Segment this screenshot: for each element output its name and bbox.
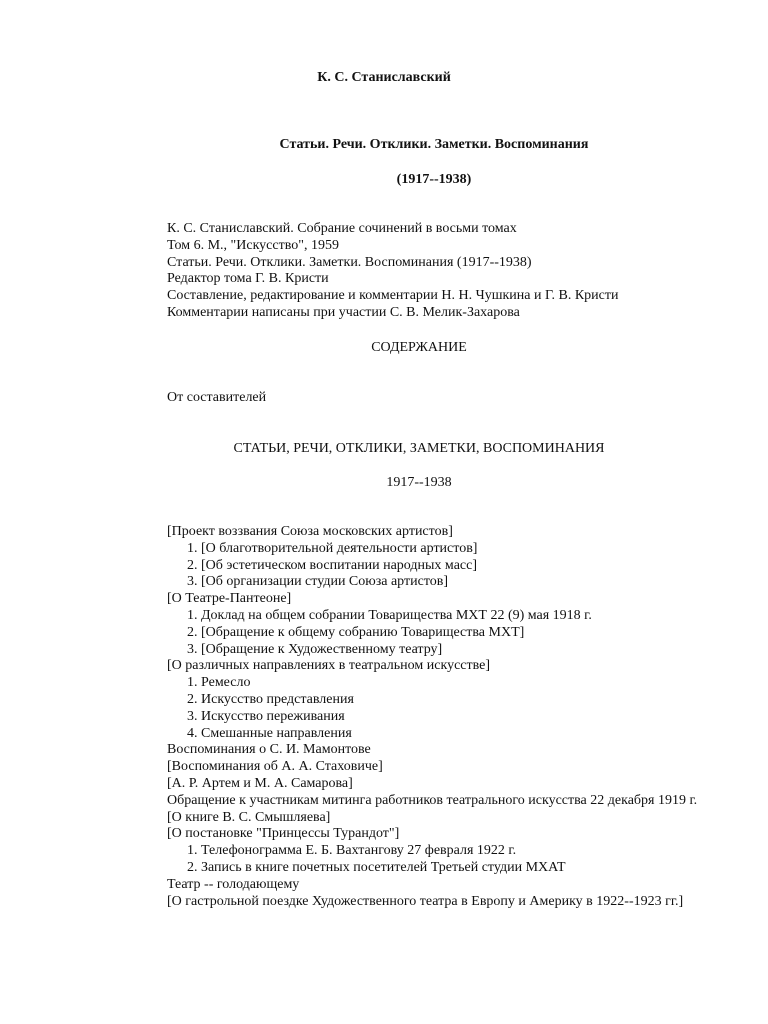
toc-entry: 2. [Обращение к общему собранию Товарищества МХТ] [187, 624, 525, 640]
toc-entry: 2. [Об эстетическом воспитании народных масс] [187, 557, 477, 573]
toc-entry: [Воспоминания об А. А. Стаховиче] [167, 759, 383, 775]
toc-entry: 1. Ремесло [187, 675, 251, 691]
section-heading: СТАТЬИ, РЕЧИ, ОТКЛИКИ, ЗАМЕТКИ, ВОСПОМИНАНИЯ [233, 441, 605, 456]
toc-entry: 4. Смешанные направления [187, 725, 352, 741]
contents-heading: СОДЕРЖАНИЕ [371, 340, 467, 355]
toc-entry: Воспоминания о С. И. Мамонтове [167, 742, 371, 758]
section-years: 1917--1938 [386, 475, 452, 490]
meta-line: Статьи. Речи. Отклики. Заметки. Воспоминания (1917--1938) [167, 254, 532, 270]
toc-entry: 3. [Об организации студии Союза артистов] [187, 574, 449, 590]
toc-entry: Театр -- голодающему [167, 876, 300, 892]
meta-line: Том 6. М., "Искусство", 1959 [167, 237, 339, 253]
toc-entry: [А. Р. Артем и М. А. Самарова] [167, 775, 353, 791]
bibliographic-info [167, 221, 619, 322]
toc-entry: 3. [Обращение к Художественному театру] [187, 641, 443, 657]
toc-entry: 3. Искусство переживания [187, 708, 345, 724]
toc-entry: [Проект воззвания Союза московских артистов] [167, 524, 453, 539]
toc-entry: [О книге В. С. Смышляева] [167, 809, 331, 825]
book-title: Статьи. Речи. Отклики. Заметки. Воспоминания [279, 137, 589, 152]
toc-entry: 2. Искусство представления [187, 691, 354, 707]
book-years: (1917--1938) [396, 172, 472, 187]
meta-line: К. С. Станиславский. Собрание сочинений в восьми томах [167, 221, 517, 236]
meta-line: Редактор тома Г. В. Кристи [167, 271, 329, 287]
toc-entry: [О Театре-Пантеоне] [167, 591, 292, 607]
author-heading: К. С. Станиславский [317, 70, 451, 85]
meta-line: Составление, редактирование и комментарии Н. Н. Чушкина и Г. В. Кристи [167, 288, 619, 304]
toc-entry: 1. Доклад на общем собрании Товарищества МХТ 22 (9) мая 1918 г. [187, 607, 592, 623]
toc-entry: 1. [О благотворительной деятельности артистов] [187, 540, 478, 556]
toc-entry: 2. Запись в книге почетных посетителей Третьей студии МХАТ [187, 859, 566, 875]
table-of-contents [155, 524, 715, 910]
from-compilers: От составителей [167, 390, 267, 405]
toc-entry: [О постановке "Принцессы Турандот"] [167, 826, 400, 842]
toc-entry: 1. Телефонограмма Е. Б. Вахтангову 27 февраля 1922 г. [187, 843, 517, 859]
meta-line: Комментарии написаны при участии С. В. Мелик-Захарова [167, 304, 520, 320]
toc-entry: [О различных направлениях в театральном искусстве] [167, 658, 491, 674]
toc-entry: [О гастрольной поездке Художественного театра в Европу и Америку в 1922--1923 гг.] [167, 893, 684, 909]
toc-entry: Обращение к участникам митинга работников театрального искусства 22 декабря 1919 г. [167, 792, 698, 808]
